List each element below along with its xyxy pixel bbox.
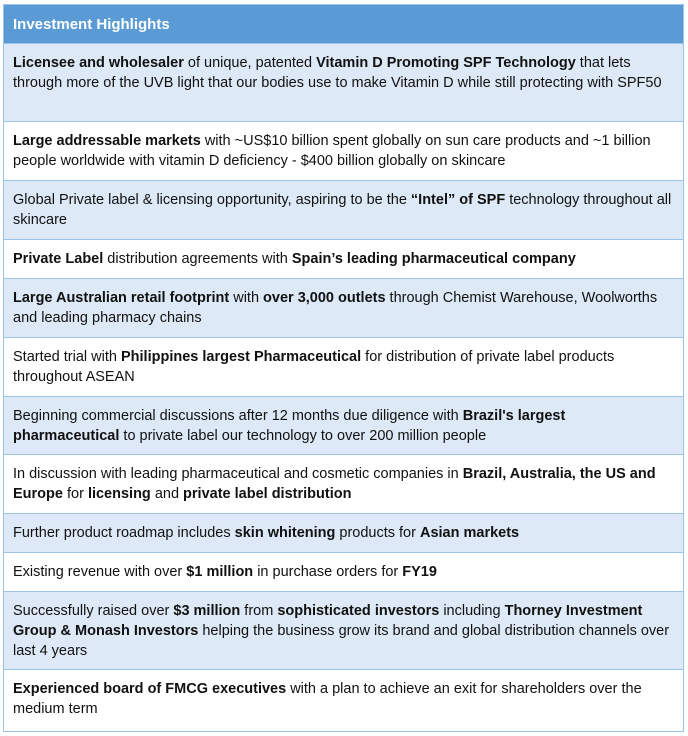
table-row (4, 240, 683, 279)
table-row (4, 44, 683, 122)
highlight-text: Spain’s leading pharmaceutical company (291, 251, 576, 267)
table-row (4, 455, 683, 514)
body-text: to private label our technology to over 200 million people (119, 428, 487, 444)
body-text: Global Private label & licensing opportunity, aspiring to be the (13, 192, 411, 208)
body-text: helping the business grow its brand and global distribution channels over last 4 years (13, 623, 670, 659)
highlight-text: private label distribution (183, 486, 352, 502)
table-row (4, 279, 683, 338)
highlight-text: $3 million (173, 603, 241, 619)
body-text: Beginning commercial discussions after 12 months due diligence with (13, 408, 463, 424)
table-row (4, 122, 683, 181)
table-header: Investment Highlights (4, 5, 683, 44)
body-text: of unique, patented (183, 55, 317, 71)
highlight-text: Thorney Investment Group & Monash Investors (13, 603, 643, 639)
body-text: for (62, 486, 88, 502)
highlight-text: Large addressable markets (13, 133, 201, 149)
body-text: with (229, 290, 264, 306)
highlight-text: Large Australian retail footprint (13, 290, 230, 306)
body-text: technology throughout all skincare (13, 192, 672, 228)
body-text: distribution agreements with (103, 251, 292, 267)
table-row (4, 592, 683, 670)
body-text: and (150, 486, 184, 502)
table-row (4, 181, 683, 240)
table-body (4, 44, 683, 731)
highlight-text: Private Label (13, 251, 104, 267)
highlight-text: Brazil, Australia, the US and Europe (13, 466, 656, 502)
table-row (4, 338, 683, 397)
body-text: with ~US$10 billion spent globally on sun care products and ~1 billion people worldwide with vitamin D deficiency - $400 billion globally on skincare (13, 133, 651, 169)
highlight-text: sophisticated investors (277, 603, 440, 619)
body-text: Further product roadmap includes (13, 525, 235, 541)
highlight-text: Licensee and wholesaler (13, 55, 184, 71)
table-row (4, 670, 683, 731)
body-text: from (240, 603, 278, 619)
highlight-text: FY19 (402, 564, 437, 580)
body-text: in purchase orders for (253, 564, 403, 580)
body-text: for distribution of private label products throughout ASEAN (13, 349, 615, 385)
table-row (4, 397, 683, 455)
highlight-text: “Intel” of SPF (410, 192, 506, 208)
body-text: In discussion with leading pharmaceutical and cosmetic companies in (13, 466, 463, 482)
body-text: Started trial with (13, 349, 121, 365)
highlight-text: Vitamin D Promoting SPF Technology (316, 55, 576, 71)
highlight-text: Experienced board of FMCG executives (13, 681, 287, 697)
highlight-text: Philippines largest Pharmaceutical (121, 349, 362, 365)
table-row (4, 553, 683, 592)
body-text: Existing revenue with over (13, 564, 187, 580)
body-text: Successfully raised over (13, 603, 174, 619)
body-text: products for (335, 525, 420, 541)
highlight-text: Brazil's largest pharmaceutical (13, 408, 566, 444)
body-text: through Chemist Warehouse, Woolworths and leading pharmacy chains (13, 290, 658, 326)
highlight-text: Asian markets (419, 525, 520, 541)
investment-highlights-table (3, 4, 684, 732)
table-row (4, 514, 683, 553)
body-text: including (439, 603, 505, 619)
body-text: with a plan to achieve an exit for shareholders over the medium term (13, 681, 642, 717)
highlight-text: $1 million (186, 564, 254, 580)
highlight-text: licensing (87, 486, 151, 502)
highlight-text: over 3,000 outlets (263, 290, 386, 306)
highlight-text: skin whitening (234, 525, 336, 541)
body-text: that lets through more of the UVB light that our bodies use to make Vitamin D while still protecting with SPF50 (13, 55, 662, 91)
